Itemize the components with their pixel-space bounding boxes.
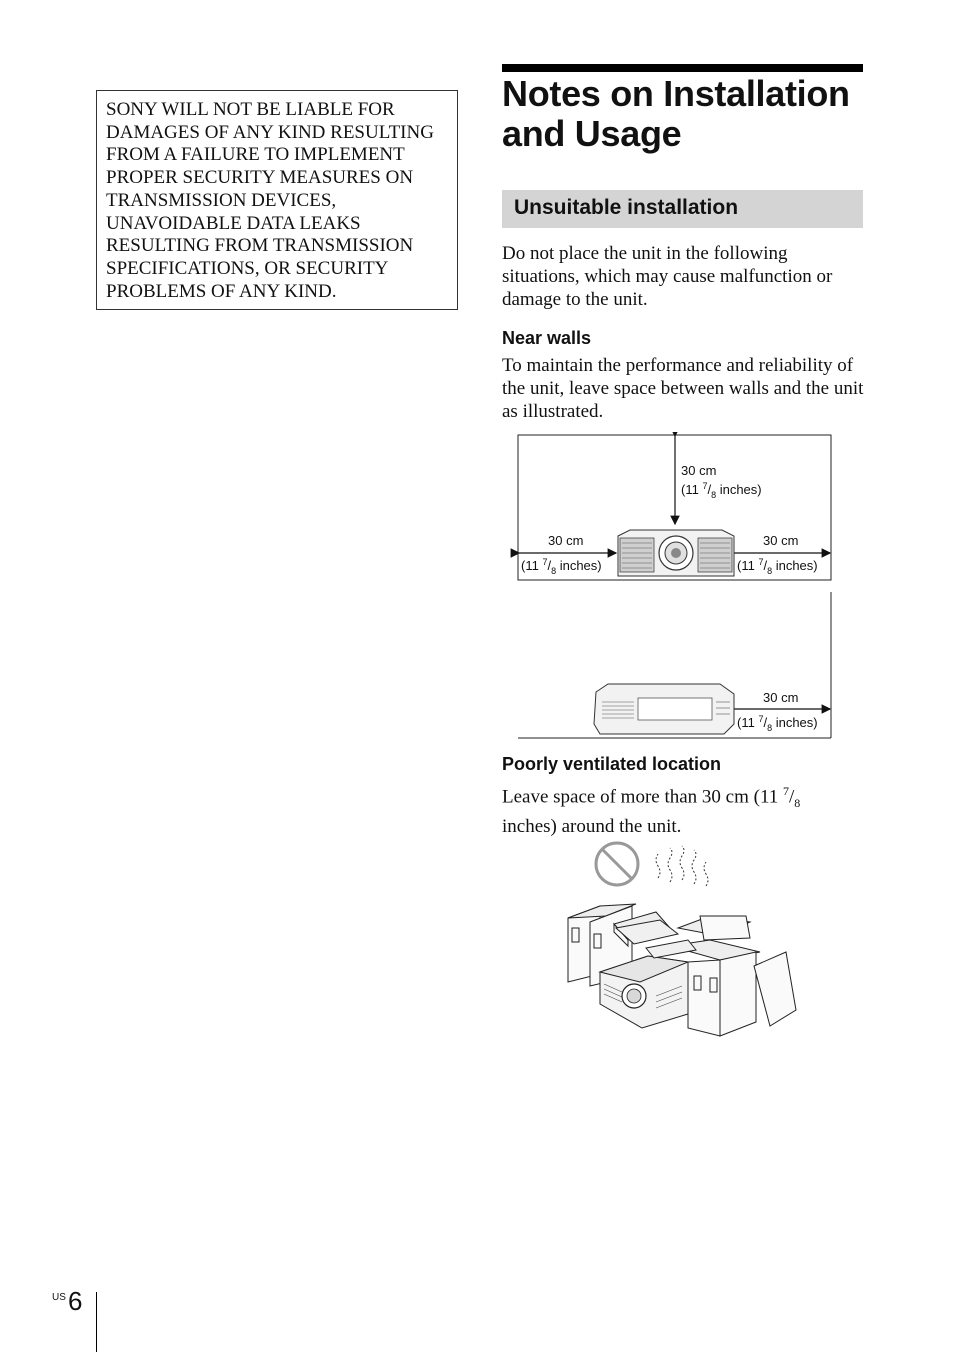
poor-ventilation-illustration: [560, 836, 810, 1046]
clearance-diagram: [510, 432, 840, 744]
projector-front-icon: [618, 530, 734, 576]
rear-inches-label: (11 $^7/_8$ inches): [737, 714, 818, 733]
page-number: 6: [68, 1286, 83, 1316]
front-distance-label: 30 cm: [681, 463, 717, 478]
right-inches-label: (11 $^7/_8$ inches): [737, 557, 818, 576]
near-walls-heading: Near walls: [502, 328, 592, 348]
left-distance-label: 30 cm: [548, 533, 584, 548]
title-rule: [502, 64, 863, 72]
section-intro: Do not place the unit in the following situations, which may cause malfunction or damage to the unit.: [502, 243, 833, 310]
left-inches-label: (11 $^7/_8$ inches): [521, 557, 602, 576]
heat-waves-icon: [656, 846, 708, 886]
rear-distance-label: 30 cm: [763, 690, 799, 705]
footer-rule: [96, 1292, 97, 1352]
ventilation-text: Leave space of more than 30 cm (11 $^7/_8$ inches) around the unit.: [502, 784, 801, 838]
section-title: Unsuitable installation: [514, 196, 739, 219]
right-distance-label: 30 cm: [763, 533, 799, 548]
liability-warning-box: [96, 90, 458, 310]
page-region-code: US: [52, 1292, 66, 1303]
prohibited-icon: [596, 843, 638, 885]
front-inches-label: (11 $^7/_8$ inches): [681, 481, 762, 500]
liability-warning-text: SONY WILL NOT BE LIABLE FOR DAMAGES OF ANY KIND RESULTING FROM A FAILURE TO IMPLEMENT PROPER SECURITY MEASURES ON TRANSMISSION DEVICES, UNAVOIDABLE DATA LEAKS RESULTING FROM TRANSMISSION SPECIFICATIONS, OR SECURITY PROBLEMS OF ANY KIND.: [106, 99, 434, 302]
projector-side-icon: [594, 684, 734, 734]
ventilation-heading: Poorly ventilated location: [502, 754, 722, 774]
section-header: [502, 190, 863, 228]
page-title: Notes on Installation and Usage: [502, 73, 850, 154]
near-walls-text: To maintain the performance and reliability of the unit, leave space between walls and the unit as illustrated.: [502, 355, 864, 422]
